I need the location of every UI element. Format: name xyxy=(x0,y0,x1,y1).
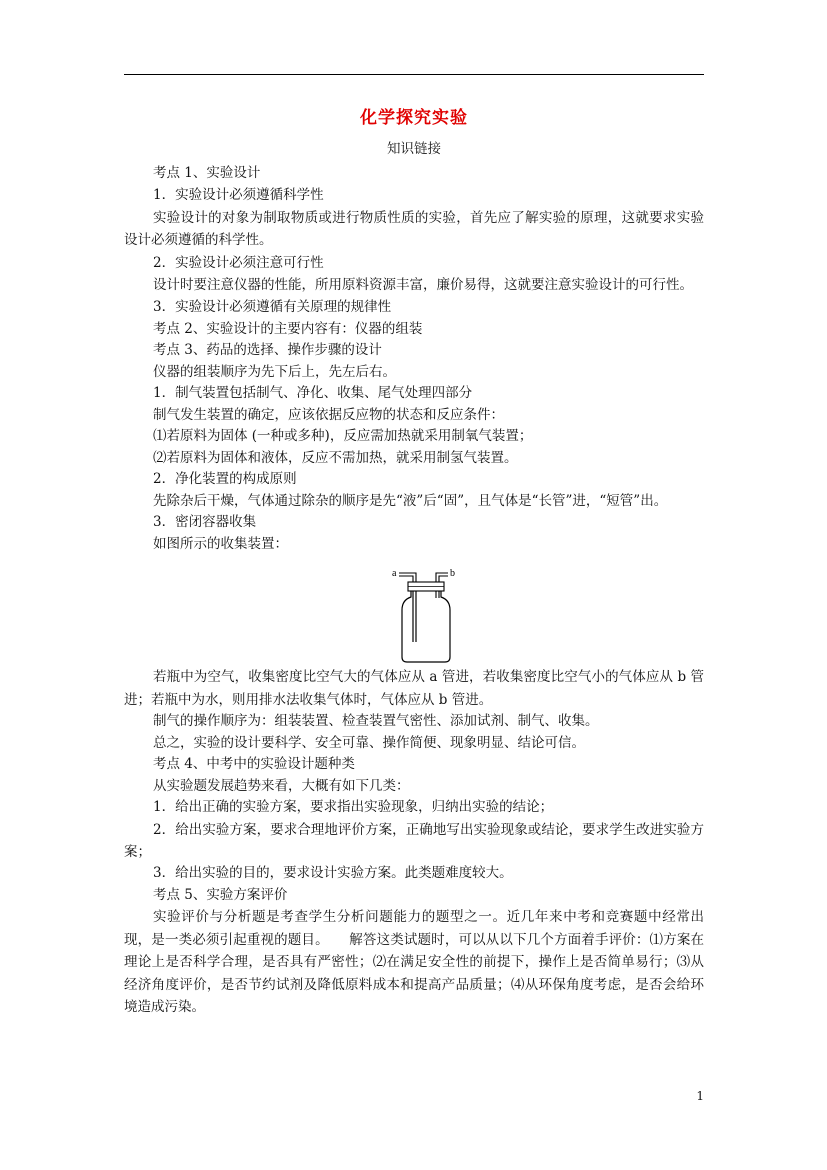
page-number: 1 xyxy=(696,1089,704,1103)
paragraph: 考点 1、实验设计 xyxy=(153,165,261,181)
header-rule xyxy=(124,74,704,75)
paragraph: 制气发生装置的确定，应该依据反应物的状态和反应条件： xyxy=(153,406,504,423)
paragraph: 制气的操作顺序为：组装装置、检查装置气密性、添加试剂、制气、收集。 xyxy=(153,713,599,730)
paragraph: 2．净化装置的构成原则 xyxy=(153,471,297,488)
paragraph: 2．给出实验方案，要求合理地评价方案，正确地写出实验现象或结论，要求学生改进实验方案； xyxy=(124,821,704,861)
paragraph: ⑴若原料为固体 (一种或多种)，反应需加热就采用制氧气装置； xyxy=(153,428,533,445)
paragraph: 3．给出实验的目的，要求设计实验方案。此类题难度较大。 xyxy=(153,865,513,882)
gas-collection-bottle-figure xyxy=(124,558,704,666)
paragraph: 从实验题发展趋势来看，大概有如下几类： xyxy=(153,777,410,794)
paragraph: 1．给出正确的实验方案，要求指出实验现象，归纳出实验的结论； xyxy=(153,799,554,816)
document-title: 化学探究实验 xyxy=(360,108,468,128)
paragraph: ⑵若原料为固体和液体，反应不需加热，就采用制氢气装置。 xyxy=(153,449,518,466)
paragraph: 实验评价与分析题是考查学生分析问题能力的题型之一。近几年来中考和竞赛题中经常出现，是一类必须引起重视的题目。 解答这类试题时，可以从以下几个方面着手评价：⑴方案在理论上是否科学合理，是否具有严密性；⑵在满足安全性的前提下，操作上是否简单易行；⑶从经济角度评价，是否节约试剂及降低原料成本和提高产品质量；⑷从环保角度考虑，是否会给环境造成污染。 xyxy=(124,909,704,1016)
paragraph: 先除杂后干燥，气体通过除杂的顺序是先“液”后“固”，且气体是“长管”进，“短管”出。 xyxy=(153,492,668,509)
paragraph: 3．实验设计必须遵循有关原理的规律性 xyxy=(153,299,392,316)
paragraph: 2．实验设计必须注意可行性 xyxy=(153,254,324,271)
gas-bottle-diagram xyxy=(392,562,462,666)
document-body xyxy=(124,162,704,1019)
paragraph: 考点 4、中考中的实验设计题种类 xyxy=(153,756,355,773)
paragraph: 考点 5、实验方案评价 xyxy=(153,886,288,903)
paragraph: 实验设计的对象为制取物质或进行物质性质的实验，首先应了解实验的原理，这就要求实验设计必须遵循的科学性。 xyxy=(124,209,704,249)
paragraph: 总之，实验的设计要科学、安全可靠、操作简便、现象明显、结论可信。 xyxy=(153,734,585,751)
paragraph: 考点 3、药品的选择、操作步骤的设计 xyxy=(153,342,382,359)
paragraph: 3．密闭容器收集 xyxy=(153,514,257,531)
paragraph: 若瓶中为空气，收集密度比空气大的气体应从 a 管进，若收集密度比空气小的气体应从 b 管进；若瓶中为水，则用排水法收集气体时，气体应从 b 管进。 xyxy=(124,669,704,708)
paragraph: 1．制气装置包括制气、净化、收集、尾气处理四部分 xyxy=(153,385,473,402)
paragraph: 设计时要注意仪器的性能，所用原料资源丰富，廉价易得，这就要注意实验设计的可行性。 xyxy=(153,277,693,294)
paragraph: 如图所示的收集装置： xyxy=(153,535,288,552)
paragraph: 仪器的组装顺序为先下后上，先左后右。 xyxy=(153,363,396,380)
label-b: b xyxy=(450,568,455,580)
paragraph: 考点 2、实验设计的主要内容有：仪器的组装 xyxy=(153,320,423,337)
paragraph: 1．实验设计必须遵循科学性 xyxy=(153,187,324,204)
label-a: a xyxy=(392,568,397,580)
section-subtitle: 知识链接 xyxy=(387,141,441,157)
